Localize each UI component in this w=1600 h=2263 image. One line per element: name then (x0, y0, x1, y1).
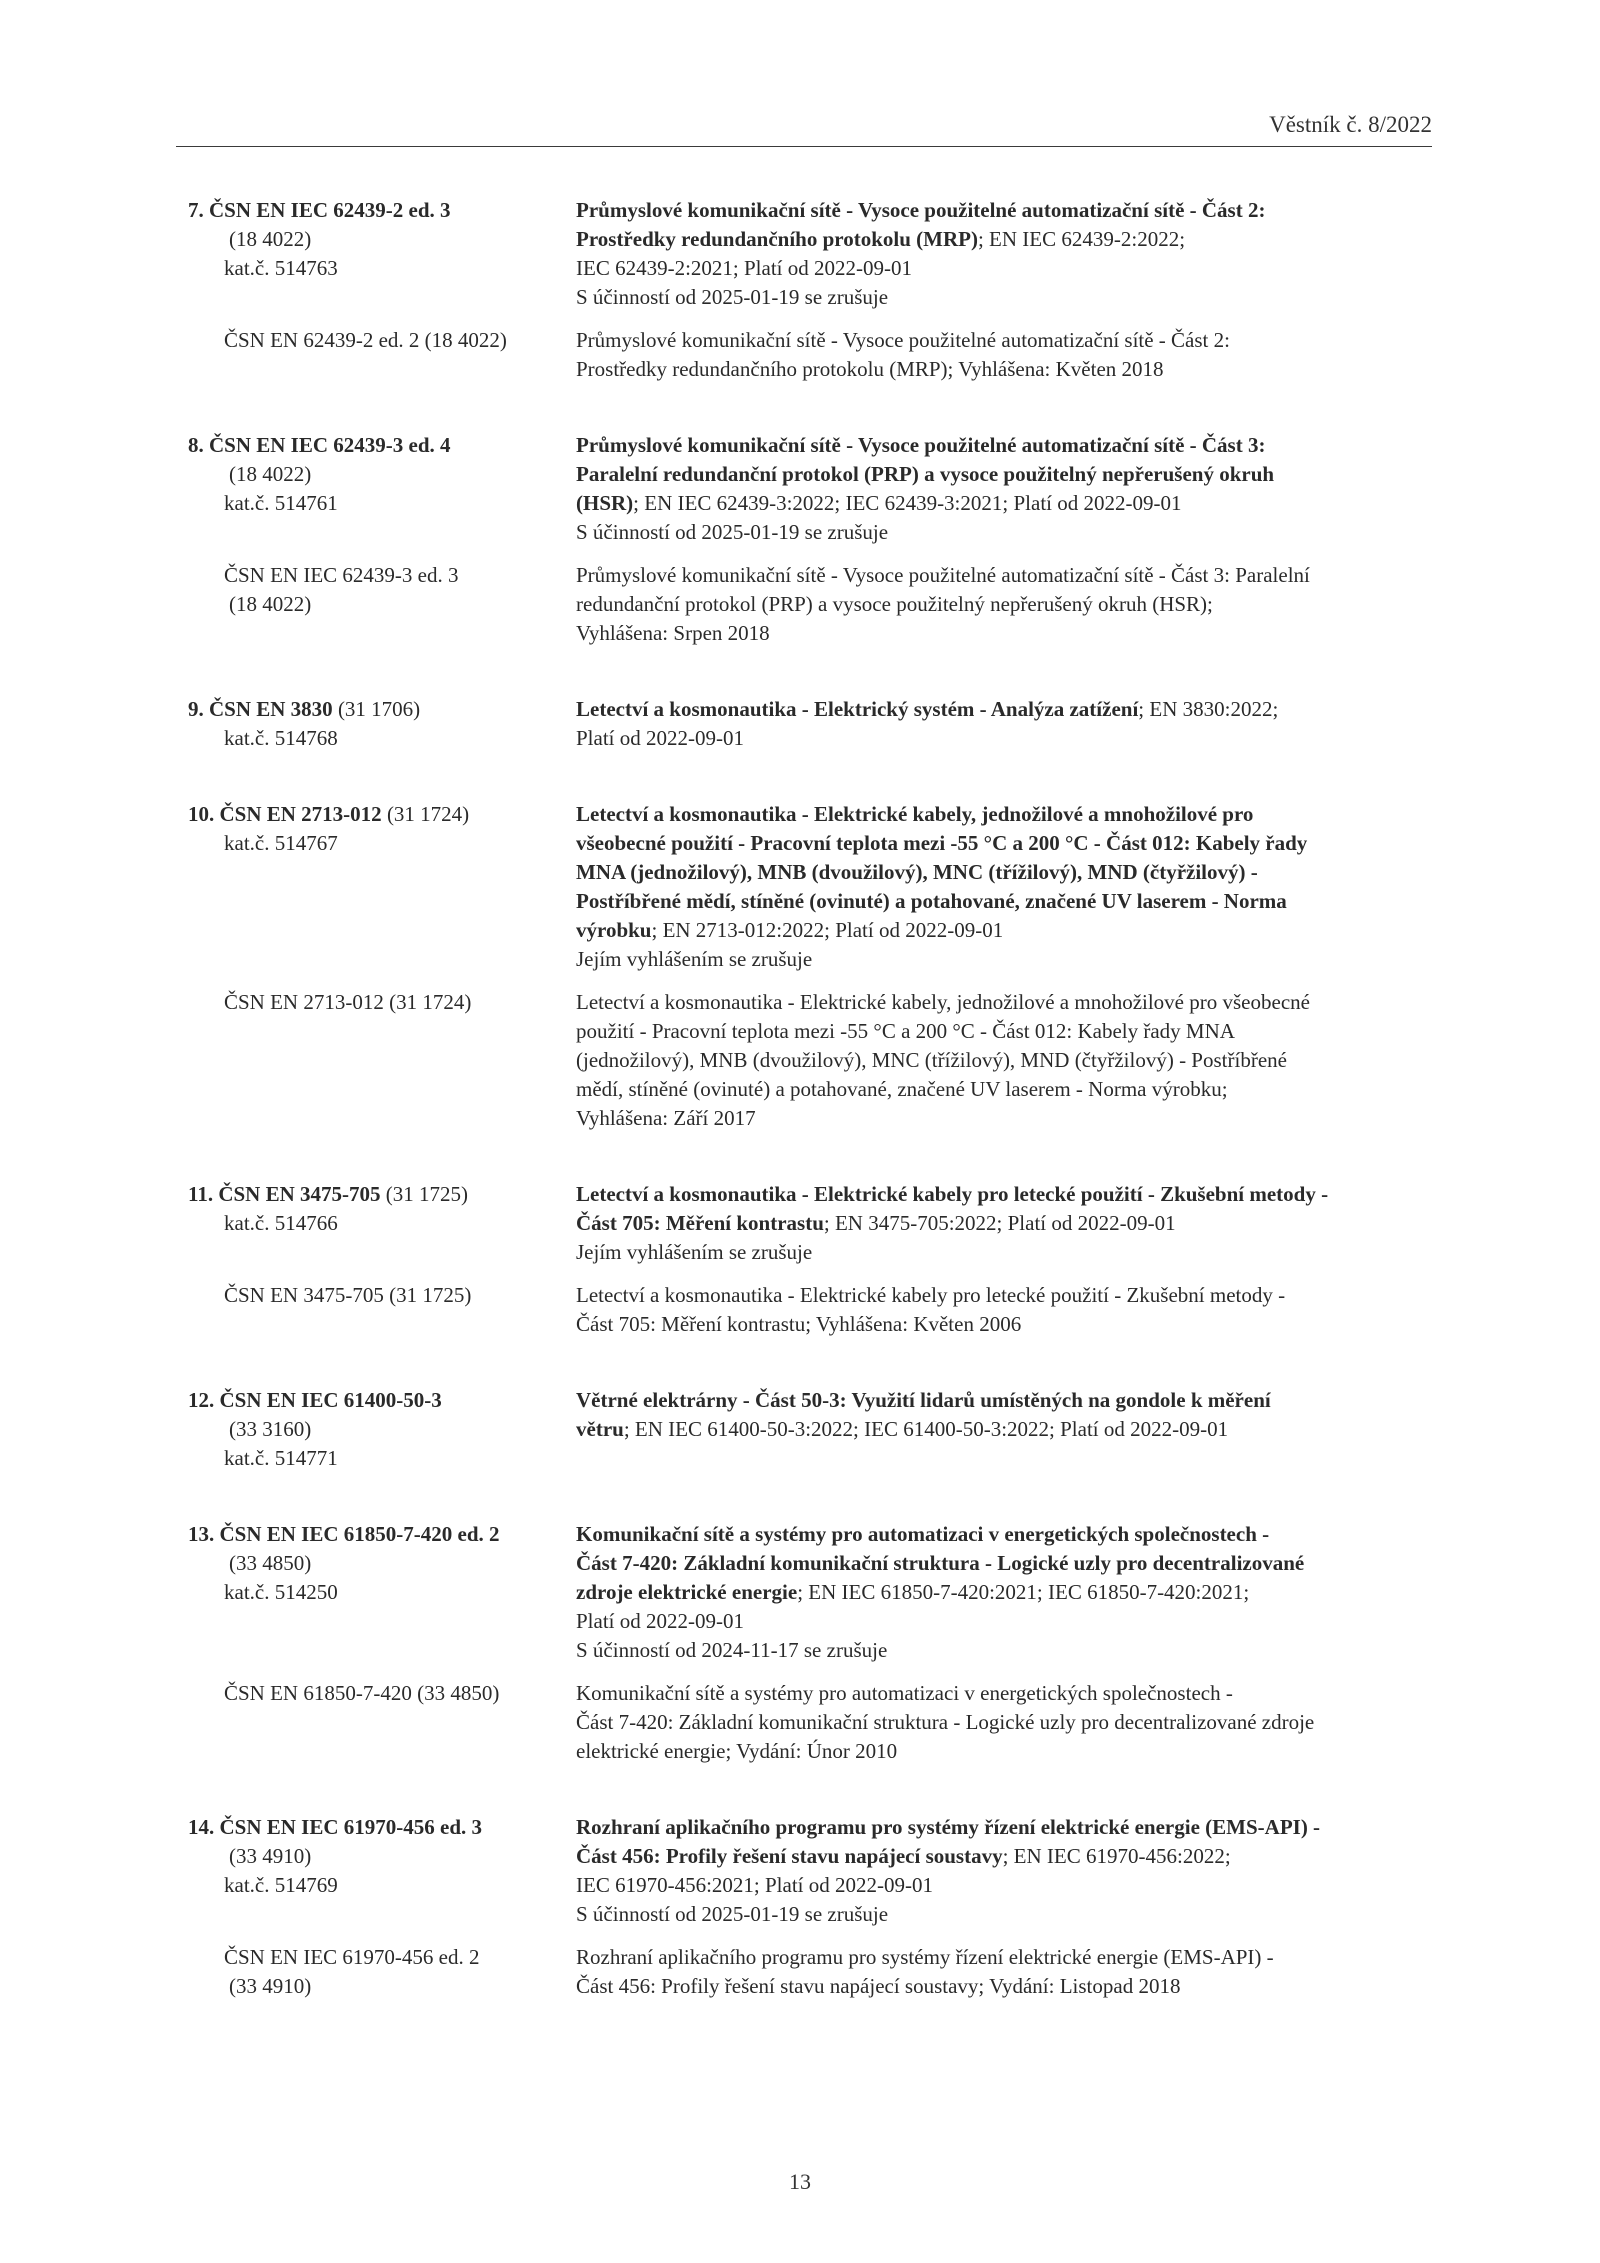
standard-description (576, 695, 1438, 753)
description-line (576, 1943, 1438, 1972)
description-line (576, 1842, 1438, 1871)
designation-line (188, 431, 576, 460)
description-line (576, 590, 1438, 619)
standard-description (576, 561, 1438, 648)
description-line (576, 858, 1438, 887)
bold-text: MNA (jednožilový), MNB (dvoužilový), MNC (třížilový), MND (čtyřžilový) - (576, 860, 1258, 884)
bulletin-number: Věstník č. 8/2022 (1269, 112, 1432, 137)
text-run: ČSN EN 62439-2 ed. 2 (18 4022) (224, 328, 507, 352)
new-standard-block (188, 196, 1438, 312)
text-run: S účinností od 2025-01-19 se zrušuje (576, 520, 889, 544)
text-run: Jejím vyhlášením se zrušuje (576, 1240, 813, 1264)
page-number: 13 (789, 2169, 811, 2194)
standard-designation (188, 561, 576, 648)
text-run: Letectví a kosmonautika - Elektrické kabely, jednožilové a mnohožilové pro všeobecné (576, 990, 1310, 1014)
text-run: Část 7-420: Základní komunikační struktura - Logické uzly pro decentralizované zdroje (576, 1710, 1315, 1734)
standard-entry (188, 800, 1438, 1133)
new-standard-block (188, 431, 1438, 547)
bold-text: 13. ČSN EN IEC 61850-7-420 ed. 2 (188, 1522, 500, 1546)
bold-text: Průmyslové komunikační sítě - Vysoce použitelné automatizační sítě - Část 3: (576, 433, 1266, 457)
description-line (576, 196, 1438, 225)
text-run: ; EN 2713-012:2022; Platí od 2022-09-01 (651, 918, 1004, 942)
designation-line (188, 829, 576, 858)
standard-description (576, 1281, 1438, 1339)
description-line (576, 1520, 1438, 1549)
text-run: ČSN EN IEC 61970-456 ed. 2 (224, 1945, 480, 1969)
standard-designation (188, 1180, 576, 1267)
text-run: ; EN 3830:2022; (1138, 697, 1279, 721)
description-line (576, 1813, 1438, 1842)
designation-line (188, 561, 576, 590)
designation-line (188, 1520, 576, 1549)
description-line (576, 1578, 1438, 1607)
text-run: kat.č. 514250 (224, 1580, 338, 1604)
replaced-standard-block (188, 561, 1438, 648)
page-header (176, 110, 1432, 147)
standards-list (188, 196, 1438, 2048)
bold-text: Postříbřené mědí, stíněné (ovinuté) a potahované, značené UV laserem - Norma (576, 889, 1287, 913)
standard-entry (188, 196, 1438, 384)
standard-description (576, 196, 1438, 312)
replaced-standard-block (188, 1281, 1438, 1339)
description-line (576, 1972, 1438, 2001)
bold-text: Letectví a kosmonautika - Elektrické kabely, jednožilové a mnohožilové pro (576, 802, 1254, 826)
description-line (576, 326, 1438, 355)
new-standard-block (188, 1386, 1438, 1473)
replaced-standard-block (188, 988, 1438, 1133)
bold-text: Část 7-420: Základní komunikační struktura - Logické uzly pro decentralizované (576, 1551, 1305, 1575)
standard-entry (188, 1386, 1438, 1473)
text-run: (31 1706) (332, 697, 421, 721)
standard-entry (188, 1813, 1438, 2001)
description-line (576, 1900, 1438, 1929)
new-standard-block (188, 695, 1438, 753)
designation-line (188, 1386, 576, 1415)
text-run: elektrické energie; Vydání: Únor 2010 (576, 1739, 898, 1763)
designation-line (188, 1578, 576, 1607)
description-line (576, 724, 1438, 753)
text-run: (31 1725) (380, 1182, 469, 1206)
text-run: ČSN EN 3475-705 (31 1725) (224, 1283, 472, 1307)
description-line (576, 619, 1438, 648)
description-line (576, 1180, 1438, 1209)
standard-entry (188, 1520, 1438, 1766)
standard-description (576, 1180, 1438, 1267)
bold-text: zdroje elektrické energie (576, 1580, 798, 1604)
standard-designation (188, 1943, 576, 2001)
text-run: Vyhlášena: Září 2017 (576, 1106, 756, 1130)
text-run: kat.č. 514761 (224, 491, 338, 515)
bold-text: Letectví a kosmonautika - Elektrické kabely pro letecké použití - Zkušební metody - (576, 1182, 1329, 1206)
designation-line (188, 1842, 576, 1871)
bold-text: Větrné elektrárny - Část 50-3: Využití lidarů umístěných na gondole k měření (576, 1388, 1271, 1412)
standard-description (576, 1943, 1438, 2001)
bold-text: 8. ČSN EN IEC 62439-3 ed. 4 (188, 433, 451, 457)
bold-text: Prostředky redundančního protokolu (MRP) (576, 227, 978, 251)
bold-text: Část 456: Profily řešení stavu napájecí soustavy (576, 1844, 1003, 1868)
description-line (576, 1679, 1438, 1708)
text-run: ČSN EN 61850-7-420 (33 4850) (224, 1681, 500, 1705)
designation-line (188, 590, 576, 619)
description-line (576, 355, 1438, 384)
text-run: Letectví a kosmonautika - Elektrické kabely pro letecké použití - Zkušební metody - (576, 1283, 1286, 1307)
standard-designation (188, 800, 576, 974)
description-line (576, 431, 1438, 460)
bold-text: všeobecné použití - Pracovní teplota mezi -55 °C a 200 °C - Část 012: Kabely řady (576, 831, 1308, 855)
standard-description (576, 1520, 1438, 1665)
text-run: IEC 61970-456:2021; Platí od 2022-09-01 (576, 1873, 933, 1897)
standard-designation (188, 695, 576, 753)
description-line (576, 945, 1438, 974)
text-run: redundanční protokol (PRP) a vysoce použitelný nepřerušený okruh (HSR); (576, 592, 1213, 616)
designation-line (188, 1415, 576, 1444)
description-line (576, 829, 1438, 858)
text-run: ČSN EN IEC 62439-3 ed. 3 (224, 563, 459, 587)
text-run: Vyhlášena: Srpen 2018 (576, 621, 770, 645)
designation-line (188, 1180, 576, 1209)
text-run: Část 456: Profily řešení stavu napájecí soustavy; Vydání: Listopad 2018 (576, 1974, 1181, 1998)
designation-line (188, 695, 576, 724)
text-run: ; EN IEC 61400-50-3:2022; IEC 61400-50-3:2022; Platí od 2022-09-01 (623, 1417, 1229, 1441)
bold-text: Komunikační sítě a systémy pro automatizaci v energetických společnostech - (576, 1522, 1270, 1546)
standard-designation (188, 196, 576, 312)
bold-text: Rozhraní aplikačního programu pro systémy řízení elektrické energie (EMS-API) - (576, 1815, 1321, 1839)
designation-line (188, 254, 576, 283)
description-line (576, 460, 1438, 489)
text-run: (33 4910) (229, 1974, 312, 1998)
description-line (576, 1737, 1438, 1766)
bold-text: 11. ČSN EN 3475-705 (188, 1182, 381, 1206)
description-line (576, 1238, 1438, 1267)
description-line (576, 916, 1438, 945)
description-line (576, 1046, 1438, 1075)
text-run: Průmyslové komunikační sítě - Vysoce použitelné automatizační sítě - Část 3: Paralelní (576, 563, 1310, 587)
description-line (576, 518, 1438, 547)
designation-line (188, 1972, 576, 2001)
standard-designation (188, 1679, 576, 1766)
designation-line (188, 489, 576, 518)
text-run: mědí, stíněné (ovinuté) a potahované, značené UV laserem - Norma výrobku; (576, 1077, 1228, 1101)
description-line (576, 800, 1438, 829)
description-line (576, 561, 1438, 590)
standard-entry (188, 695, 1438, 753)
bold-text: 10. ČSN EN 2713-012 (188, 802, 382, 826)
designation-line (188, 1549, 576, 1578)
description-line (576, 695, 1438, 724)
standard-designation (188, 1386, 576, 1473)
description-line (576, 1415, 1438, 1444)
designation-line (188, 196, 576, 225)
description-line (576, 225, 1438, 254)
standard-description (576, 800, 1438, 974)
bold-text: 14. ČSN EN IEC 61970-456 ed. 3 (188, 1815, 483, 1839)
text-run: Komunikační sítě a systémy pro automatizaci v energetických společnostech - (576, 1681, 1233, 1705)
standard-designation (188, 988, 576, 1133)
new-standard-block (188, 1520, 1438, 1665)
standard-description (576, 1679, 1438, 1766)
text-run: kat.č. 514768 (224, 726, 338, 750)
text-run: ČSN EN 2713-012 (31 1724) (224, 990, 472, 1014)
text-run: ; EN IEC 62439-3:2022; IEC 62439-3:2021; Platí od 2022-09-01 (633, 491, 1182, 515)
text-run: (33 4910) (229, 1844, 312, 1868)
description-line (576, 1281, 1438, 1310)
description-line (576, 489, 1438, 518)
designation-line (188, 225, 576, 254)
text-run: ; EN IEC 61850-7-420:2021; IEC 61850-7-420:2021; (797, 1580, 1250, 1604)
standard-description (576, 1813, 1438, 1929)
text-run: (18 4022) (229, 227, 312, 251)
replaced-standard-block (188, 326, 1438, 384)
standard-designation (188, 431, 576, 547)
bold-text: Paralelní redundanční protokol (PRP) a vysoce použitelný nepřerušený okruh (576, 462, 1275, 486)
description-line (576, 1607, 1438, 1636)
description-line (576, 1075, 1438, 1104)
standard-description (576, 988, 1438, 1133)
bold-text: Letectví a kosmonautika - Elektrický systém - Analýza zatížení (576, 697, 1139, 721)
description-line (576, 887, 1438, 916)
text-run: (18 4022) (229, 462, 312, 486)
designation-line (188, 800, 576, 829)
bold-text: 9. ČSN EN 3830 (188, 697, 333, 721)
bold-text: 7. ČSN EN IEC 62439-2 ed. 3 (188, 198, 451, 222)
standard-designation (188, 1281, 576, 1339)
bold-text: výrobku (576, 918, 652, 942)
text-run: Část 705: Měření kontrastu; Vyhlášena: Květen 2006 (576, 1312, 1022, 1336)
new-standard-block (188, 1813, 1438, 1929)
bold-text: (HSR) (576, 491, 634, 515)
replaced-standard-block (188, 1943, 1438, 2001)
designation-line (188, 1871, 576, 1900)
bold-text: 12. ČSN EN IEC 61400-50-3 (188, 1388, 442, 1412)
text-run: (18 4022) (229, 592, 312, 616)
text-run: ; EN 3475-705:2022; Platí od 2022-09-01 (823, 1211, 1176, 1235)
description-line (576, 1017, 1438, 1046)
text-run: kat.č. 514769 (224, 1873, 338, 1897)
text-run: (jednožilový), MNB (dvoužilový), MNC (třížilový), MND (čtyřžilový) - Postříbřené (576, 1048, 1287, 1072)
standard-description (576, 431, 1438, 547)
description-line (576, 988, 1438, 1017)
bold-text: větru (576, 1417, 624, 1441)
description-line (576, 1310, 1438, 1339)
designation-line (188, 1813, 576, 1842)
standard-designation (188, 1813, 576, 1929)
text-run: (31 1724) (381, 802, 470, 826)
standard-designation (188, 326, 576, 384)
replaced-standard-block (188, 1679, 1438, 1766)
text-run: (33 4850) (229, 1551, 312, 1575)
description-line (576, 254, 1438, 283)
standard-designation (188, 1520, 576, 1665)
text-run: Platí od 2022-09-01 (576, 726, 744, 750)
designation-line (188, 1444, 576, 1473)
bold-text: Průmyslové komunikační sítě - Vysoce použitelné automatizační sítě - Část 2: (576, 198, 1266, 222)
standard-description (576, 326, 1438, 384)
standard-entry (188, 1180, 1438, 1339)
designation-line (188, 1281, 576, 1310)
text-run: Průmyslové komunikační sítě - Vysoce použitelné automatizační sítě - Část 2: (576, 328, 1230, 352)
description-line (576, 1636, 1438, 1665)
text-run: (33 3160) (229, 1417, 312, 1441)
designation-line (188, 326, 576, 355)
text-run: Rozhraní aplikačního programu pro systémy řízení elektrické energie (EMS-API) - (576, 1945, 1274, 1969)
text-run: kat.č. 514771 (224, 1446, 338, 1470)
text-run: kat.č. 514763 (224, 256, 338, 280)
text-run: kat.č. 514767 (224, 831, 338, 855)
description-line (576, 1871, 1438, 1900)
standard-description (576, 1386, 1438, 1473)
text-run: ; EN IEC 62439-2:2022; (977, 227, 1186, 251)
designation-line (188, 1209, 576, 1238)
text-run: S účinností od 2025-01-19 se zrušuje (576, 285, 889, 309)
text-run: S účinností od 2025-01-19 se zrušuje (576, 1902, 889, 1926)
description-line (576, 1386, 1438, 1415)
designation-line (188, 724, 576, 753)
text-run: ; EN IEC 61970-456:2022; (1002, 1844, 1231, 1868)
new-standard-block (188, 800, 1438, 974)
description-line (576, 1209, 1438, 1238)
standard-entry (188, 431, 1438, 648)
text-run: S účinností od 2024-11-17 se zrušuje (576, 1638, 888, 1662)
text-run: kat.č. 514766 (224, 1211, 338, 1235)
designation-line (188, 1943, 576, 1972)
designation-line (188, 988, 576, 1017)
bold-text: Část 705: Měření kontrastu (576, 1211, 824, 1235)
description-line (576, 1549, 1438, 1578)
designation-line (188, 1679, 576, 1708)
description-line (576, 1708, 1438, 1737)
text-run: IEC 62439-2:2021; Platí od 2022-09-01 (576, 256, 912, 280)
text-run: Jejím vyhlášením se zrušuje (576, 947, 813, 971)
description-line (576, 1104, 1438, 1133)
new-standard-block (188, 1180, 1438, 1267)
text-run: použití - Pracovní teplota mezi -55 °C a 200 °C - Část 012: Kabely řady MNA (576, 1019, 1235, 1043)
text-run: Platí od 2022-09-01 (576, 1609, 744, 1633)
text-run: Prostředky redundančního protokolu (MRP); Vyhlášena: Květen 2018 (576, 357, 1164, 381)
description-line (576, 283, 1438, 312)
designation-line (188, 460, 576, 489)
